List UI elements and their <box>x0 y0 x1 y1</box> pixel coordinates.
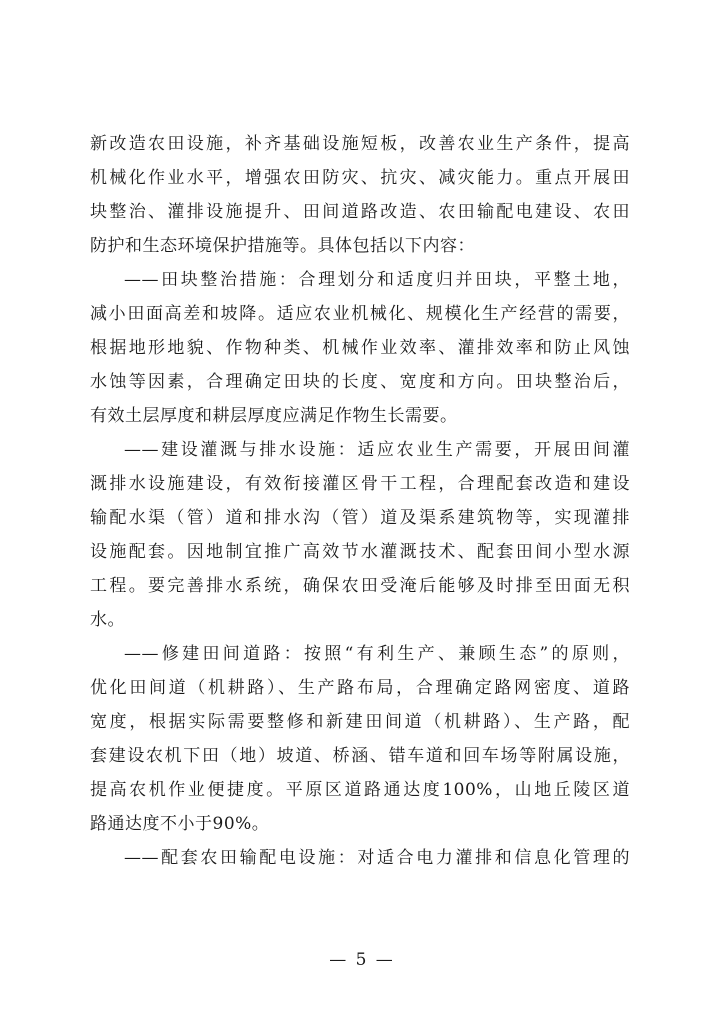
text-line: 水蚀等因素，合理确定田块的长度、宽度和方向。田块整治后， <box>90 372 630 392</box>
text-line: 块整治、灌排设施提升、田间道路改造、农田输配电建设、农田 <box>90 202 630 222</box>
text-line: 水。 <box>90 610 125 630</box>
page-number: — 5 — <box>329 950 395 970</box>
text-line: 路通达度不小于90%。 <box>90 814 270 834</box>
text-line: 设施配套。因地制宜推广高效节水灌溉技术、配套田间小型水源 <box>90 542 630 562</box>
text-line: 优化田间道（机耕路）、生产路布局，合理确定路网密度、道路 <box>90 678 630 698</box>
text-line: 防护和生态环境保护措施等。具体包括以下内容： <box>90 236 475 256</box>
text-line: 有效土层厚度和耕层厚度应满足作物生长需要。 <box>90 406 458 426</box>
text-line: ——田块整治措施：合理划分和适度归并田块，平整土地， <box>124 270 630 290</box>
text-line: ——配套农田输配电设施：对适合电力灌排和信息化管理的 <box>124 848 630 868</box>
text-line: 套建设农机下田（地）坡道、桥涵、错车道和回车场等附属设施， <box>90 746 630 766</box>
text-line: 减小田面高差和坡降。适应农业机械化、规模化生产经营的需要， <box>90 304 630 324</box>
text-line: 根据地形地貌、作物种类、机械作业效率、灌排效率和防止风蚀 <box>90 338 630 358</box>
text-line: 工程。要完善排水系统，确保农田受淹后能够及时排至田面无积 <box>90 576 630 596</box>
text-line: 机械化作业水平，增强农田防灾、抗灾、减灾能力。重点开展田 <box>90 168 630 188</box>
text-line: ——修建田间道路：按照“有利生产、兼顾生态”的原则， <box>124 644 630 664</box>
text-line: 提高农机作业便捷度。平原区道路通达度100%，山地丘陵区道 <box>90 780 630 800</box>
text-line: 宽度，根据实际需要整修和新建田间道（机耕路）、生产路，配 <box>90 712 630 732</box>
text-line: 新改造农田设施，补齐基础设施短板，改善农业生产条件，提高 <box>90 134 630 154</box>
text-line: 溉排水设施建设，有效衔接灌区骨干工程，合理配套改造和建设 <box>90 474 630 494</box>
body-text <box>90 127 630 875</box>
text-line: ——建设灌溉与排水设施：适应农业生产需要，开展田间灌 <box>124 440 630 460</box>
text-line: 输配水渠（管）道和排水沟（管）道及渠系建筑物等，实现灌排 <box>90 508 630 528</box>
